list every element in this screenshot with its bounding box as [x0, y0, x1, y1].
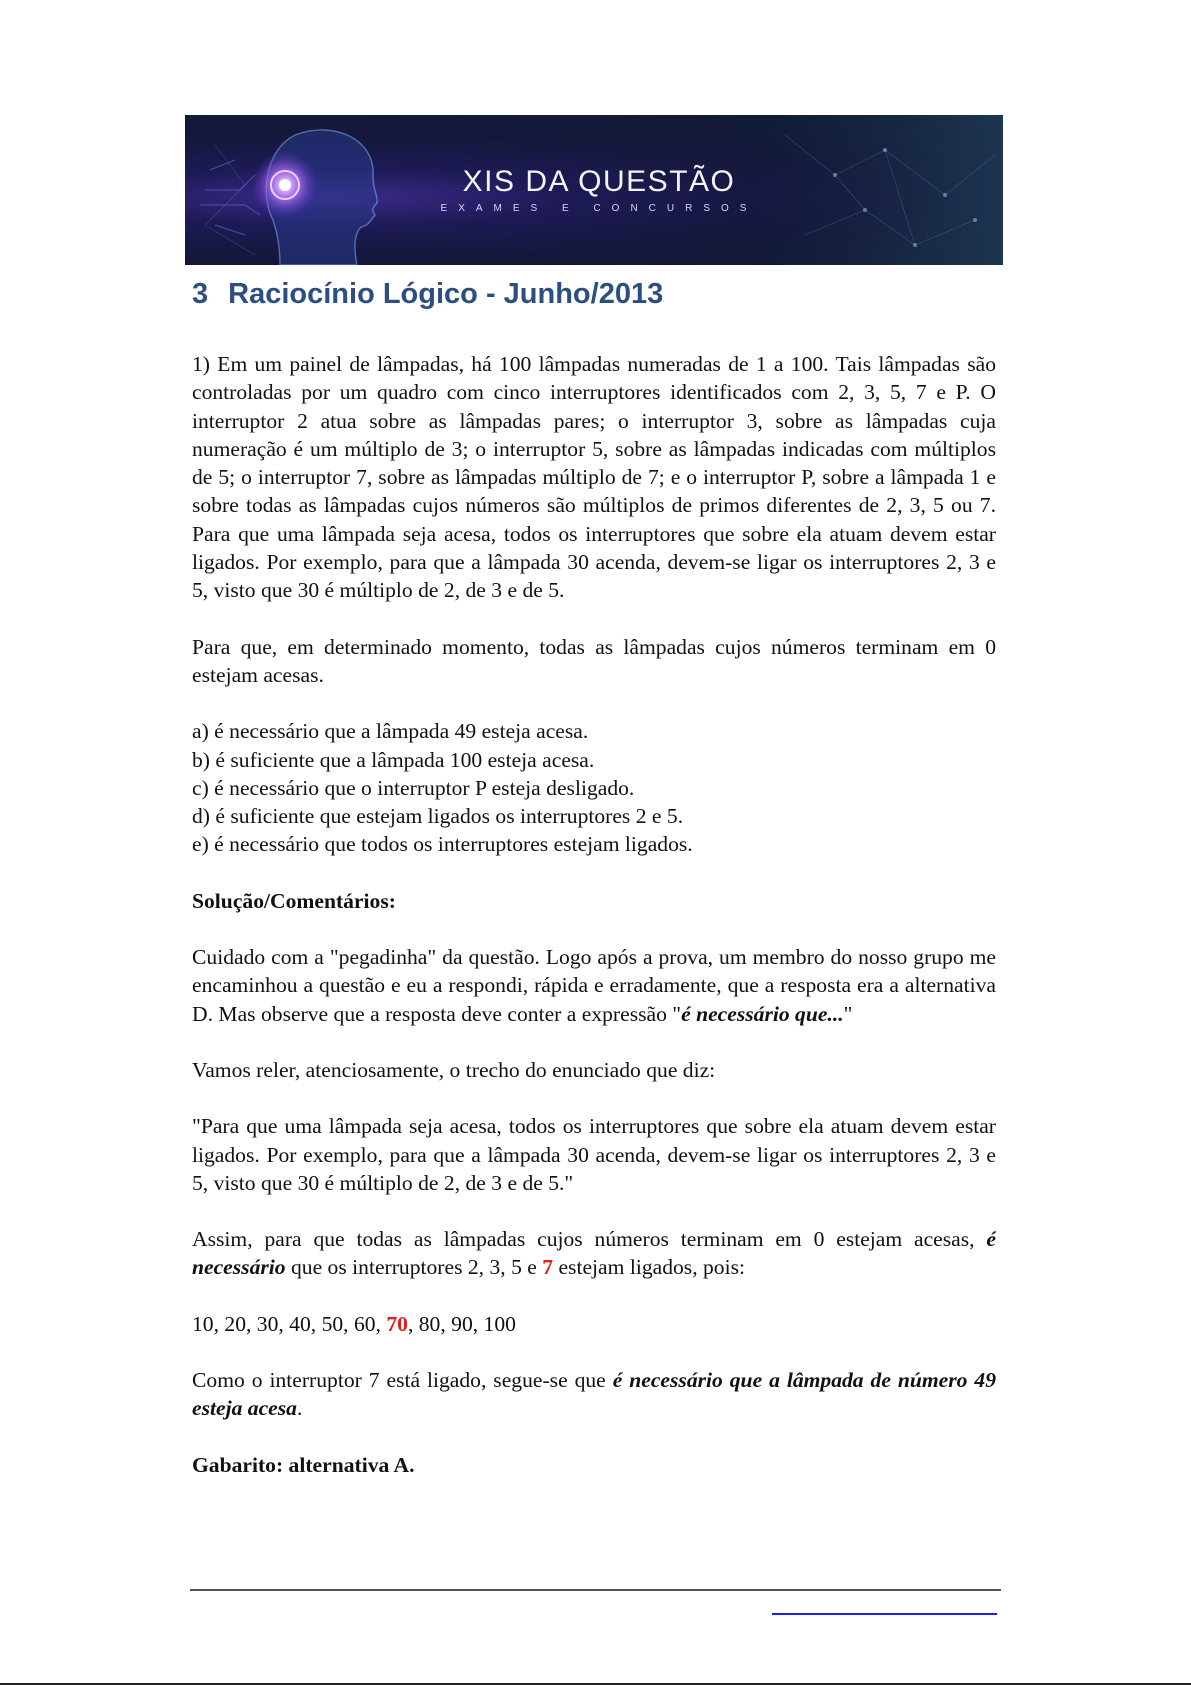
footer-divider [190, 1589, 1001, 1591]
answer-options [192, 717, 996, 858]
quoted-excerpt: "Para que uma lâmpada seja acesa, todos os interruptores que sobre ela atuam devem estar ligados. Por exemplo, para que a lâmpada 30 acenda, devem-se ligar os interruptores 2, 3 e 5, visto que 30 é múltiplo de 2, de 3 e de 5." [192, 1114, 996, 1195]
emphasis-necessario: é necessário [192, 1227, 996, 1280]
solution-heading: Solução/Comentários: [192, 888, 396, 913]
option-d: d) é suficiente que estejam ligados os interruptores 2 e 5. [192, 804, 684, 829]
banner-title: XIS DA QUESTÃO [462, 165, 736, 198]
solution-paragraph-1: Cuidado com a "pegadinha" da questão. Logo após a prova, um membro do nosso grupo me encaminhou a questão e eu a respondi, rápida e erradamente, que a resposta era a alternativa D. Mas observe que a resposta deve conter a expressão "é necessário que..." [192, 945, 996, 1026]
question-prompt: Para que, em determinado momento, todas as lâmpadas cujos números terminam em 0 estejam acesas. [192, 634, 996, 687]
emphasis-conclusion: é necessário que a lâmpada de número 49 esteja acesa [192, 1368, 997, 1421]
emphasis-necessario-que: é necessário que... [681, 1001, 844, 1026]
option-c: c) é necessário que o interruptor P esteja desligado. [192, 775, 635, 800]
section-number: 3 [192, 278, 209, 310]
section-title: Raciocínio Lógico - Junho/2013 [228, 278, 664, 310]
solution-paragraph-2: Vamos reler, atenciosamente, o trecho do enunciado que diz: [192, 1057, 716, 1082]
section-heading [192, 278, 663, 311]
highlight-switch-7: 7 [542, 1255, 554, 1280]
question-statement: 1) Em um painel de lâmpadas, há 100 lâmpadas numeradas de 1 a 100. Tais lâmpadas são controladas por um quadro com cinco interruptores identificados com 2, 3, 5, 7 e P. O interruptor 2 atua sobre as lâmpadas pares; o interruptor 3, sobre as lâmpadas cuja numeração é um múltiplo de 3; o interruptor 5, sobre as lâmpadas indicadas com múltiplos de 5; o interruptor 7, sobre as lâmpadas múltiplo de 7; e o interruptor P, sobre a lâmpada 1 e sobre todas as lâmpadas cujos números são múltiplos de primos diferentes de 2, 3, 5 ou 7. Para que uma lâmpada seja acesa, todos os interruptores que sobre ela atuam devem estar ligados. Por exemplo, para que a lâmpada 30 acenda, devem-se ligar os interruptores 2, 3 e 5, visto que 30 é múltiplo de 2, de 3 e de 5. [192, 352, 996, 603]
number-sequence: 10, 20, 30, 40, 50, 60, 70, 80, 90, 100 [192, 1311, 516, 1336]
header-banner [185, 115, 1003, 265]
answer-key: Gabarito: alternativa A. [192, 1452, 415, 1477]
solution-paragraph-3: Assim, para que todas as lâmpadas cujos números terminam em 0 estejam acesas, é necessário que os interruptores 2, 3, 5 e 7 estejam ligados, pois: [192, 1227, 996, 1280]
footer-link-underline[interactable] [772, 1613, 997, 1615]
option-e: e) é necessário que todos os interruptores estejam ligados. [192, 832, 693, 857]
banner-subtitle: EXAMES E CONCURSOS [440, 203, 758, 214]
option-a: a) é necessário que a lâmpada 49 esteja acesa. [192, 719, 589, 744]
option-b: b) é suficiente que a lâmpada 100 esteja acesa. [192, 747, 595, 772]
document-body [192, 350, 996, 1479]
highlight-70: 70 [386, 1311, 408, 1336]
solution-paragraph-4: Como o interruptor 7 está ligado, segue-se que é necessário que a lâmpada de número 49 esteja acesa. [192, 1368, 997, 1421]
